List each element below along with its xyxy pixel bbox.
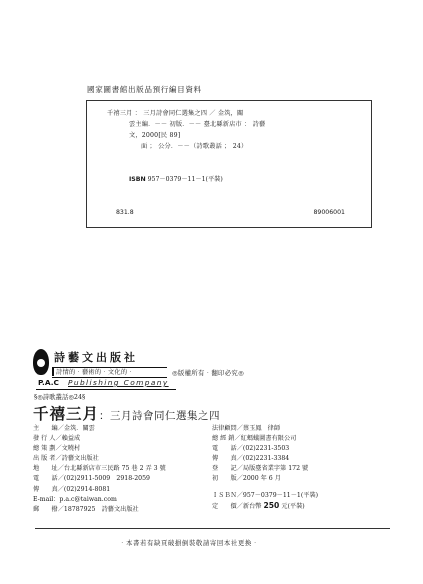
book-title-main: 千禧三月	[33, 404, 100, 423]
divider	[36, 389, 176, 390]
credit-line: 初 版／2000 年 6 月	[212, 475, 281, 483]
credit-line: 登 記／局版臺省業字第 172 號	[212, 465, 309, 473]
publisher-motto	[52, 367, 167, 378]
credit-line: 郵 撥／18787925 詩藝文出版社	[33, 505, 139, 513]
credit-line: 地 址／台北縣新店市三民路 75 巷 2 弄 3 號	[33, 465, 166, 473]
footer-notice: ‧本書若有缺頁破損倒裝敬請寄回本社更換‧	[119, 539, 259, 547]
cip-isbn-value: 957－0379－11－1(平裝)	[147, 176, 223, 183]
cip-isbn-label: ISBN	[129, 176, 146, 183]
credit-line: 傳 真／(02)2914-8081	[33, 485, 111, 493]
motto-bar	[52, 367, 54, 376]
price-value: 250	[263, 500, 280, 510]
book-subtitle: ：三月詩會同仁選集之四	[99, 410, 221, 422]
cip-line: 面 ； 公分．－－（詩歌叢話 ； 24）	[141, 143, 248, 150]
cip-line: 雲主編．－－ 初版．－－ 臺北縣新店市 ： 詩藝	[129, 121, 266, 128]
credit-line: 電 話／(02)2911-5009 2918-2059	[33, 475, 150, 483]
credit-line: 電 話／(02)2231-3503	[212, 445, 290, 453]
publisher-pac: P.A.C	[38, 378, 59, 387]
price-line	[212, 501, 318, 512]
book-title	[33, 402, 220, 424]
price-label: 定 價／新台幣	[212, 502, 262, 510]
cip-classification: 831.8	[116, 209, 134, 216]
cip-heading: 國家圖書館出版品預行編目資料	[87, 85, 202, 94]
series-label: §◎詩歌叢話◎24§	[34, 393, 86, 401]
cip-line: 文，2000[民 89]	[129, 132, 181, 139]
credit-line: 總 經 銷／紅螞蟻圖書有限公司	[212, 435, 297, 443]
credits-left	[33, 424, 166, 515]
credit-line: 發 行 人／賴益成	[33, 435, 81, 443]
cip-isbn	[129, 174, 223, 183]
credits-right	[212, 424, 318, 512]
price-suffix: 元(平裝)	[281, 502, 305, 510]
credit-line: 主 編／金筑．關雲	[33, 425, 95, 432]
cip-serial-number: 89006001	[313, 209, 345, 216]
isbn-line: ＩＳＢＮ／957－0379－11－1(平裝)	[212, 491, 319, 499]
divider	[35, 528, 390, 529]
credit-line: 法律顧問／蔡玉鳳 律師	[212, 425, 281, 432]
credit-line: 出 版 者／詩藝文出版社	[33, 455, 99, 463]
publisher-name: 詩藝文出版社	[54, 351, 138, 364]
publisher-logo-icon	[33, 349, 49, 375]
cip-record-box	[86, 100, 372, 228]
credit-line: E-mail：p.a.c@taiwan.com	[33, 495, 117, 503]
credit-line: 傳 真／(02)2231-3384	[212, 455, 290, 463]
publisher-motto-text: 詩情的‧藝術的‧文化的‧	[56, 369, 134, 376]
publisher-english-name: Publishing Company	[68, 378, 169, 387]
credit-line: 總 策 劃／文曉村	[33, 445, 81, 453]
rights-notice: ◎版權所有‧翻印必究◎	[172, 369, 244, 377]
cip-line: 千禧三月 ： 三月詩會同仁選集之四 ／ 金筑，關	[107, 110, 244, 117]
